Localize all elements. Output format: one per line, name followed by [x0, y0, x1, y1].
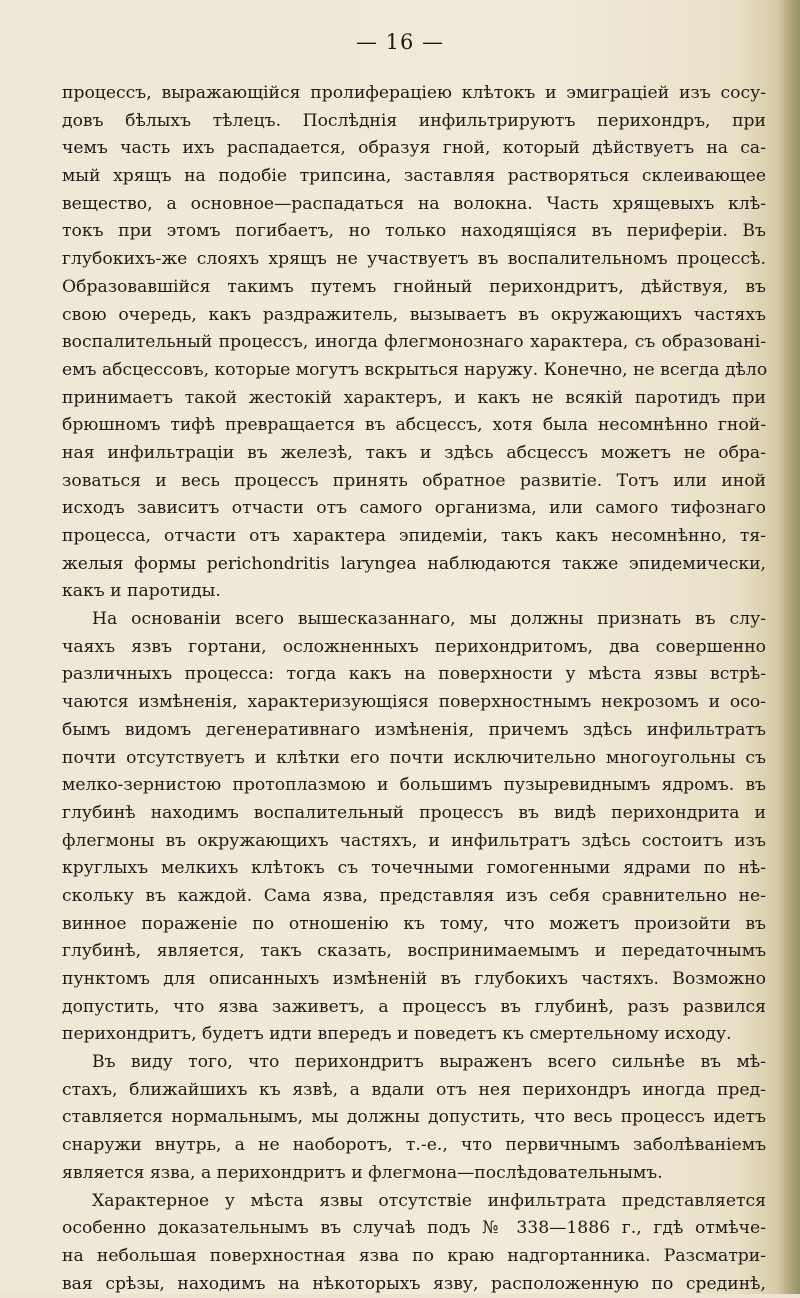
text-line: ная инфильтраціи въ железѣ, такъ и здѣсь абсцессъ можетъ не обра-: [62, 440, 766, 468]
text-line: вая срѣзы, находимъ на нѣкоторыхъ язву, расположенную по срединѣ,: [62, 1271, 766, 1298]
text-line: флегмоны въ окружающихъ частяхъ, и инфильтратъ здѣсь состоитъ изъ: [62, 828, 766, 856]
text-line: глубинѣ, является, такъ сказать, воспринимаемымъ и передаточнымъ: [62, 938, 766, 966]
text-line: исходъ зависитъ отчасти отъ самого организма, или самого тифознаго: [62, 495, 766, 523]
text-line: допустить, что язва заживетъ, а процессъ въ глубинѣ, разъ развился: [62, 994, 766, 1022]
text-line: глубинѣ находимъ воспалительный процессъ въ видѣ перихондрита и: [62, 800, 766, 828]
paragraph: [62, 80, 766, 606]
text-line: токъ при этомъ погибаетъ, но только находящіяся въ периферіи. Въ: [62, 218, 766, 246]
text-line: перихондритъ, будетъ идти впередъ и поведетъ къ смертельному исходу.: [62, 1021, 766, 1049]
text-line: Образовавшійся такимъ путемъ гнойный перихондритъ, дѣйствуя, въ: [62, 274, 766, 302]
text-line: пунктомъ для описанныхъ измѣненій въ глубокихъ частяхъ. Возможно: [62, 966, 766, 994]
text-line: принимаетъ такой жестокій характеръ, и какъ не всякій паротидъ при: [62, 385, 766, 413]
text-line: почти отсутствуетъ и клѣтки его почти исключительно многоугольны съ: [62, 745, 766, 773]
text-line: желыя формы perichondritis laryngea наблюдаются также эпидемически,: [62, 551, 766, 579]
text-line: довъ бѣлыхъ тѣлецъ. Послѣднія инфильтрируютъ перихондръ, при: [62, 108, 766, 136]
text-line: брюшномъ тифѣ превращается въ абсцессъ, хотя была несомнѣнно гной-: [62, 412, 766, 440]
text-line: чаяхъ язвъ гортани, осложненныхъ перихондритомъ, два совершенно: [62, 634, 766, 662]
text-line: процессъ, выражающійся пролифераціею клѣтокъ и эмиграціей изъ сосу-: [62, 80, 766, 108]
text-line: бымъ видомъ дегенеративнаго измѣненія, причемъ здѣсь инфильтратъ: [62, 717, 766, 745]
text-line: зоваться и весь процессъ принять обратное развитіе. Тотъ или иной: [62, 468, 766, 496]
paragraph: [62, 606, 766, 1049]
text-line: вещество, а основное—распадаться на волокна. Часть хрящевыхъ клѣ-: [62, 191, 766, 219]
text-line: глубокихъ-же слояхъ хрящъ не участвуетъ въ воспалительномъ процессѣ.: [62, 246, 766, 274]
text-line: круглыхъ мелкихъ клѣтокъ съ точечными гомогенными ядрами по нѣ-: [62, 855, 766, 883]
text-line: емъ абсцессовъ, которые могутъ вскрыться наружу. Конечно, не всегда дѣло: [62, 357, 766, 385]
text-line: чаются измѣненія, характеризующіяся поверхностнымъ некрозомъ и осо-: [62, 689, 766, 717]
text-line: Характерное у мѣста язвы отсутствіе инфильтрата представляется: [62, 1188, 766, 1216]
text-line: На основаніи всего вышесказаннаго, мы должны признать въ слу-: [62, 606, 766, 634]
text-line: мый хрящъ на подобіе трипсина, заставляя растворяться склеивающее: [62, 163, 766, 191]
text-line: различныхъ процесса: тогда какъ на поверхности у мѣста язвы встрѣ-: [62, 661, 766, 689]
paragraph: [62, 1188, 766, 1298]
text-line: стахъ, ближайшихъ къ язвѣ, а вдали отъ нея перихондръ иногда пред-: [62, 1077, 766, 1105]
body-text: [62, 80, 766, 1298]
text-line: Въ виду того, что перихондритъ выраженъ всего сильнѣе въ мѣ-: [62, 1049, 766, 1077]
text-line: является язва, а перихондритъ и флегмона—послѣдовательнымъ.: [62, 1160, 766, 1188]
text-line: ставляется нормальнымъ, мы должны допустить, что весь процессъ идетъ: [62, 1104, 766, 1132]
page-number: — 16 —: [0, 30, 800, 54]
text-line: на небольшая поверхностная язва по краю надгортанника. Разсматри-: [62, 1243, 766, 1271]
text-line: особенно доказательнымъ въ случаѣ подъ № 338—1886 г., гдѣ отмѣче-: [62, 1215, 766, 1243]
text-line: мелко-зернистою протоплазмою и большимъ пузыревиднымъ ядромъ. въ: [62, 772, 766, 800]
text-line: какъ и паротиды.: [62, 578, 766, 606]
text-line: снаружи внутрь, а не наоборотъ, т.-е., что первичнымъ заболѣваніемъ: [62, 1132, 766, 1160]
text-line: свою очередь, какъ раздражитель, вызываетъ въ окружающихъ частяхъ: [62, 302, 766, 330]
text-line: винное пораженіе по отношенію къ тому, что можетъ произойти въ: [62, 911, 766, 939]
text-line: процесса, отчасти отъ характера эпидеміи, такъ какъ несомнѣнно, тя-: [62, 523, 766, 551]
text-line: воспалительный процессъ, иногда флегмонознаго характера, съ образовані-: [62, 329, 766, 357]
paragraph: [62, 1049, 766, 1187]
text-line: скольку въ каждой. Сама язва, представляя изъ себя сравнительно не-: [62, 883, 766, 911]
page-binding-edge: [778, 0, 800, 1294]
text-line: чемъ часть ихъ распадается, образуя гной, который дѣйствуетъ на са-: [62, 135, 766, 163]
